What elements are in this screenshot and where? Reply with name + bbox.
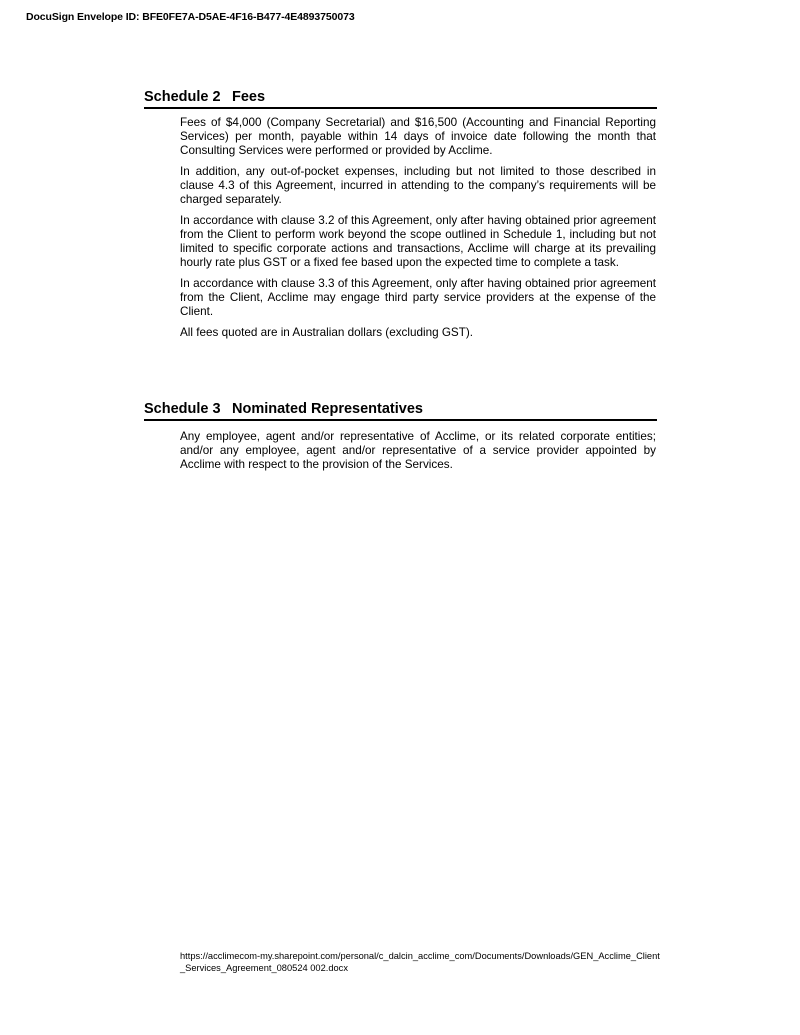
schedule-3-title: Nominated Representatives (232, 401, 423, 417)
schedule-3-number: Schedule 3 (144, 401, 221, 417)
schedule-2-number: Schedule 2 (144, 89, 221, 105)
schedule-3-body (180, 430, 656, 479)
third-party-paragraph: In accordance with clause 3.3 of this Agreement, only after having obtained prior agreement from the Client, Acclime may engage third party service providers at the expense of the Client. (180, 277, 656, 318)
schedule-2-title: Fees (232, 89, 266, 105)
expenses-paragraph: In addition, any out-of-pocket expenses, including but not limited to those described in clause 4.3 of this Agreement, incurred in attending to the company’s requirements will be charged separately. (180, 165, 656, 206)
schedule-2-body (180, 116, 656, 347)
schedule-3-heading (144, 401, 657, 421)
fees-paragraph: Fees of $4,000 (Company Secretarial) and $16,500 (Accounting and Financial Reporting Services) per month, payable within 14 days of invoice date following the month that Consulting Services were performed or provided by Acclime. (180, 116, 656, 157)
additional-work-paragraph: In accordance with clause 3.2 of this Agreement, only after having obtained prior agreement from the Client to perform work beyond the scope outlined in Schedule 1, including but not limited to specific corporate actions and transactions, Acclime will charge at its prevailing hourly rate plus GST or a fixed fee based upon the expected time to complete a task. (180, 214, 656, 269)
schedule-2-heading (144, 89, 657, 109)
currency-paragraph: All fees quoted are in Australian dollars (excluding GST). (180, 326, 473, 339)
docusign-envelope-id: DocuSign Envelope ID: BFE0FE7A-D5AE-4F16-B477-4E4893750073 (26, 11, 355, 23)
representatives-paragraph: Any employee, agent and/or representative of Acclime, or its related corporate entities; and/or any employee, agent and/or representative of a service provider appointed by Acclime with respect to the provision of the Services. (180, 430, 656, 471)
footer-document-path: https://acclimecom-my.sharepoint.com/personal/c_dalcin_acclime_com/Documents/Downloads/GEN_Acclime_Client_Services_Agreement_080524 002.docx (180, 951, 660, 973)
